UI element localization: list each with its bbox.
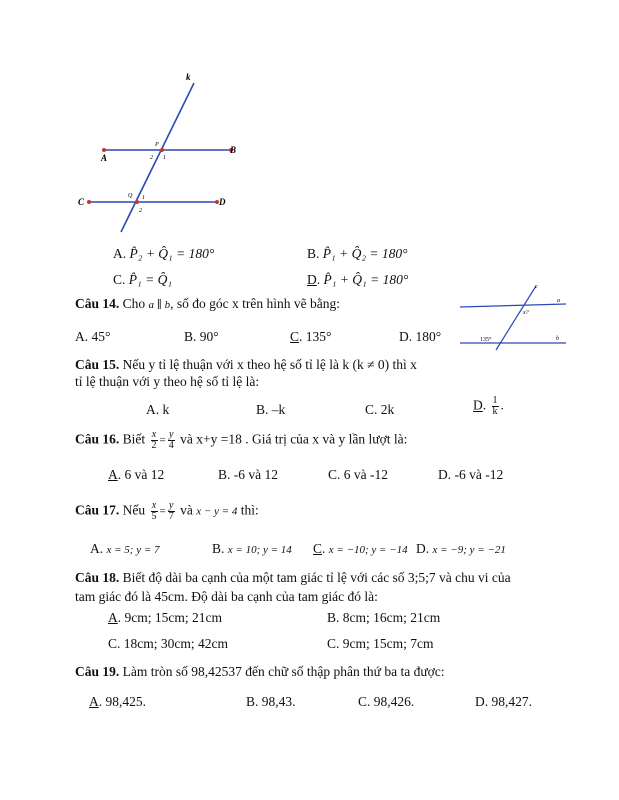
q17-option-d[interactable]: D. x = −9; y = −21	[416, 541, 506, 556]
q14-label: Câu 14.	[75, 296, 120, 311]
q17-fraction-x: $\frac{x}{5}$	[151, 500, 157, 522]
q15-option-c[interactable]: C. 2k	[365, 402, 395, 417]
q17-option-b[interactable]: B. x = 10; y = 14	[212, 541, 292, 556]
q14-option-c[interactable]: C. 135°	[290, 329, 332, 344]
q13-option-c-expr: P̂₁ = Q̂₁	[128, 272, 173, 287]
q16-option-d[interactable]: D. -6 và -12	[438, 467, 504, 482]
q16-option-c[interactable]: C. 6 và -12	[328, 467, 388, 482]
label-C: C	[78, 197, 85, 207]
fig-label-135: 135°	[480, 337, 492, 343]
q19-option-b[interactable]: B. 98,43.	[246, 694, 296, 709]
q14-option-d[interactable]: D. 180°	[399, 329, 442, 344]
q15-option-d-fraction: $\frac{1}{k}$	[492, 395, 498, 417]
q15-label: Câu 15.	[75, 357, 120, 372]
q17-fraction-y: $\frac{y}{7}$	[168, 500, 174, 522]
fig-label-a: a	[557, 298, 560, 304]
label-p2: 2	[150, 155, 153, 161]
q15-stem-line1: Câu 15. Nếu y tỉ lệ thuận với x theo hệ số tỉ lệ là k (k ≠ 0) thì x	[75, 357, 417, 372]
q16-stem: Câu 16. Biết $\frac{x}{2}$ = $\frac{y}{4}$ và x+y =18 . Giá trị của x và y lần lượt là:	[75, 429, 408, 451]
q19-option-a[interactable]: A. 98,425.	[89, 694, 146, 709]
q18-label: Câu 18.	[75, 570, 120, 585]
q18-option-a[interactable]: A. 9cm; 15cm; 21cm	[108, 610, 222, 625]
q17-option-c[interactable]: C. x = −10; y = −14	[313, 541, 408, 556]
q18-option-d[interactable]: C. 9cm; 15cm; 7cm	[327, 636, 434, 651]
q16-option-a[interactable]: A. 6 và 12	[108, 467, 165, 482]
line-c	[496, 286, 536, 350]
q16-fraction-y: $\frac{y}{4}$	[168, 429, 174, 451]
point-Q	[135, 200, 139, 204]
q17-stem: Câu 17. Nếu $\frac{x}{5}$ = $\frac{y}{7}$ và x − y = 4 thì:	[75, 500, 259, 522]
q13-option-d-expr: P̂₁ + Q̂₁ = 180°	[323, 272, 409, 287]
fig-label-x: x?	[523, 310, 529, 316]
q13-option-a[interactable]: A. P̂₂ + Q̂₁ = 180°	[113, 246, 215, 261]
q19-label: Câu 19.	[75, 664, 120, 679]
q14-option-b[interactable]: B. 90°	[184, 329, 219, 344]
q16-label: Câu 16.	[75, 431, 120, 447]
label-B: B	[230, 145, 237, 155]
label-A: A	[101, 153, 108, 163]
label-Q: Q	[128, 193, 133, 199]
q18-option-b[interactable]: B. 8cm; 16cm; 21cm	[327, 610, 441, 625]
q13-option-d[interactable]: D. P̂₁ + Q̂₁ = 180°	[307, 272, 409, 287]
q14-option-a[interactable]: A. 45°	[75, 329, 111, 344]
q17-option-a[interactable]: A. x = 5; y = 7	[90, 541, 160, 556]
q13-option-a-expr: P̂₂ + Q̂₁ = 180°	[129, 246, 215, 261]
q19-option-d[interactable]: D. 98,427.	[475, 694, 532, 709]
line-a	[460, 304, 566, 307]
parallel-lines-figure	[70, 65, 250, 235]
label-q1: 1	[142, 195, 145, 201]
label-D: D	[219, 197, 226, 207]
label-q2: 2	[139, 208, 142, 214]
q16-fraction-x: $\frac{x}{2}$	[151, 429, 157, 451]
q15-option-a[interactable]: A. k	[146, 402, 170, 417]
q13-option-b-expr: P̂₁ + Q̂₂ = 180°	[322, 246, 408, 261]
q18-option-c[interactable]: C. 18cm; 30cm; 42cm	[108, 636, 228, 651]
q15-stem-line2: tỉ lệ thuận với y theo hệ số tỉ lệ là:	[75, 374, 260, 389]
q13-option-b[interactable]: B. P̂₁ + Q̂₂ = 180°	[307, 246, 408, 261]
angle-figure	[455, 280, 570, 352]
point-C	[87, 200, 91, 204]
label-p1: 1	[163, 155, 166, 161]
fig-label-b: b	[556, 336, 559, 342]
q18-stem-line2: tam giác đó là 45cm. Độ dài ba cạnh của tam giác đó là:	[75, 589, 378, 604]
q19-option-c[interactable]: C. 98,426.	[358, 694, 415, 709]
q17-label: Câu 17.	[75, 502, 120, 518]
point-P	[160, 148, 164, 152]
q15-option-b[interactable]: B. –k	[256, 402, 286, 417]
label-P: P	[155, 142, 159, 148]
q19-stem: Câu 19. Làm tròn số 98,42537 đến chữ số thập phân thứ ba ta được:	[75, 664, 445, 679]
q13-option-c[interactable]: C. P̂₁ = Q̂₁	[113, 272, 173, 287]
point-A	[102, 148, 106, 152]
q18-stem-line1: Câu 18. Biết độ dài ba cạnh của một tam giác tỉ lệ với các số 3;5;7 và chu vi của	[75, 570, 511, 585]
transversal-k	[121, 83, 194, 232]
q16-option-b[interactable]: B. -6 và 12	[218, 467, 278, 482]
q14-stem: Câu 14. Cho a ∥ b, số đo góc x trên hình vẽ bằng:	[75, 296, 340, 311]
fig-label-c: c	[535, 284, 538, 290]
q15-option-d[interactable]: D. $\frac{1}{k}$ .	[473, 395, 504, 417]
label-k: k	[186, 72, 191, 82]
